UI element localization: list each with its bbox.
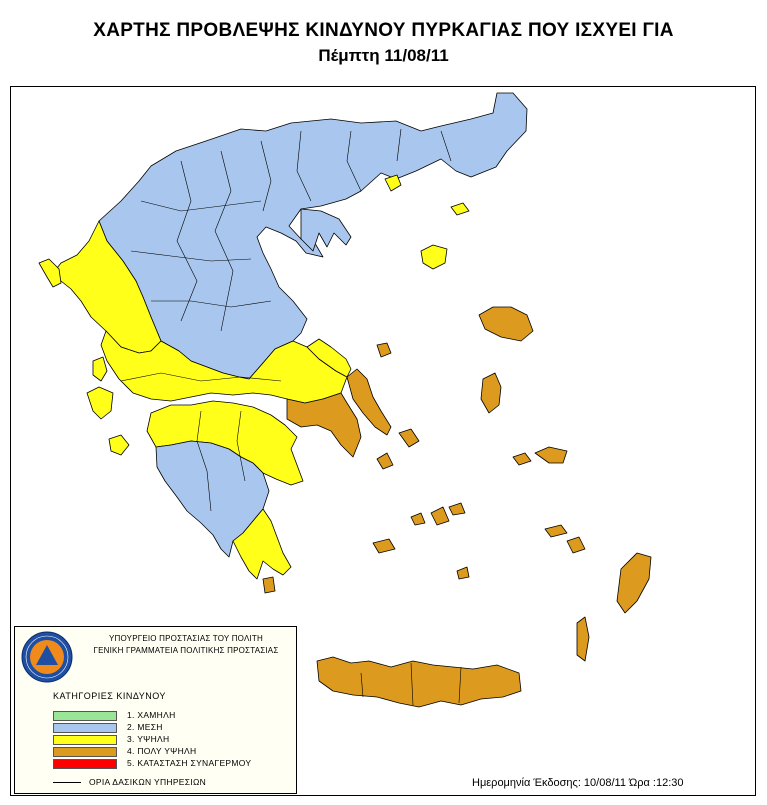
island-lefkada	[93, 357, 107, 381]
island-samothraki	[451, 203, 469, 215]
civil-protection-emblem	[21, 631, 73, 683]
island-crete	[317, 657, 521, 707]
legend-label-low: 1. ΧΑΜΗΛΗ	[127, 710, 176, 720]
legend-label-medium: 2. ΜΕΣΗ	[127, 722, 163, 732]
legend-swatch-low	[53, 711, 117, 721]
legend-swatch-high	[53, 735, 117, 745]
island-corfu	[39, 259, 61, 287]
legend-panel	[14, 626, 297, 794]
island-rhodes	[617, 553, 651, 613]
legend-swatch-alert	[53, 759, 117, 769]
island-kalymnos	[567, 537, 585, 553]
island-santorini	[457, 567, 469, 579]
island-milos	[373, 539, 395, 553]
island-lesvos	[479, 307, 533, 341]
island-mykonos	[449, 503, 465, 515]
risk-categories-title: ΚΑΤΗΓΟΡΙΕΣ ΚΙΝΔΥΝΟΥ	[53, 691, 166, 701]
forecast-date: Πέμπτη 11/08/11	[318, 46, 449, 65]
legend-item-forest-boundaries	[53, 777, 293, 787]
island-ikaria	[513, 453, 531, 465]
legend-label-very-high: 4. ΠΟΛΥ ΥΨΗΛΗ	[127, 746, 197, 756]
legend-label-high: 3. ΥΨΗΛΗ	[127, 734, 170, 744]
island-paros	[411, 513, 425, 525]
boundary-label: ΟΡΙΑ ΔΑΣΙΚΩΝ ΥΠΗΡΕΣΙΩΝ	[89, 777, 207, 787]
island-naxos	[431, 507, 449, 525]
island-chios	[481, 373, 501, 413]
island-kefalonia	[87, 387, 113, 419]
island-andros	[377, 453, 393, 469]
region-chalkidiki	[301, 209, 351, 251]
island-limnos	[421, 245, 447, 269]
legend-label-alert: 5. ΚΑΤΑΣΤΑΣΗ ΣΥΝΑΓΕΡΜΟΥ	[127, 758, 252, 768]
island-alonissos	[377, 343, 391, 357]
secretariat-name: ΓΕΝΙΚΗ ΓΡΑΜΜΑΤΕΙΑ ΠΟΛΙΤΙΚΗΣ ΠΡΟΣΤΑΣΙΑΣ	[93, 646, 279, 655]
island-kos	[545, 525, 567, 537]
map-title: ΧΑΡΤΗΣ ΠΡΟΒΛΕΨΗΣ ΚΙΝΔΥΝΟΥ ΠΥΡΚΑΓΙΑΣ ΠΟΥ ΙΣΧΥΕΙ ΓΙΑ	[93, 20, 674, 41]
island-kythera	[263, 577, 275, 593]
island-zakynthos	[109, 435, 129, 455]
region-attica	[287, 393, 361, 457]
issue-date-time: Ημερομηνία Έκδοσης: 10/08/11 Ώρα :12:30	[472, 777, 684, 789]
ministry-name: ΥΠΟΥΡΓΕΙΟ ΠΡΟΣΤΑΣΙΑΣ ΤΟΥ ΠΟΛΙΤΗ	[108, 634, 263, 643]
legend-swatch-very-high	[53, 747, 117, 757]
legend-swatch-medium	[53, 723, 117, 733]
boundary-line-sample	[53, 782, 81, 783]
island-skyros	[399, 429, 419, 447]
island-samos	[535, 447, 567, 463]
island-karpathos	[577, 617, 589, 661]
